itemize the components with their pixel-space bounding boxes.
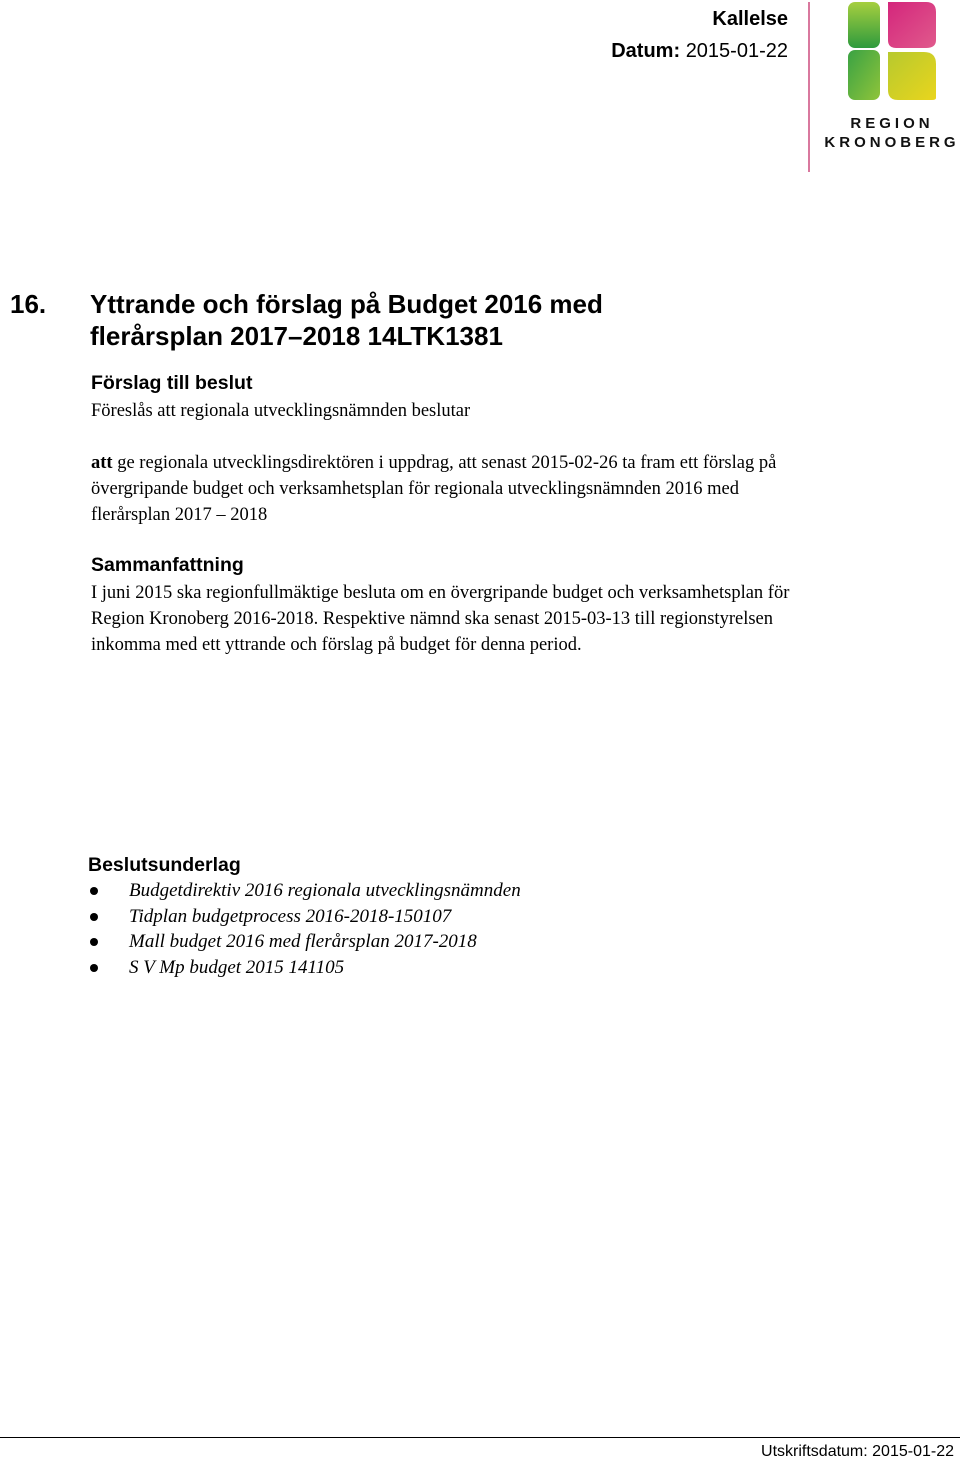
region-kronoberg-logo-icon — [838, 0, 942, 108]
sammanfattning-text: I juni 2015 ska regionfullmäktige besluta om en övergripande budget och verksamhetsplan för Region Kronoberg 2016-2018. Respektive nämnd ska senast 2015-03-13 till regionstyrelsen inkomma med ett yttrande och förslag på budget för denna period. — [91, 583, 790, 655]
footer-divider — [0, 1437, 960, 1438]
date-value: 2015-01-22 — [685, 40, 788, 62]
bullet-icon — [90, 887, 98, 895]
logo-wordmark — [824, 114, 960, 152]
list-item — [90, 929, 521, 955]
forslag-heading: Förslag till beslut — [91, 372, 253, 394]
list-item — [90, 955, 521, 981]
list-item-text: Tidplan budgetprocess 2016-2018-150107 — [129, 905, 452, 927]
date-label: Datum: — [611, 40, 681, 62]
bullet-icon — [90, 964, 98, 972]
item-title-line2: flerårsplan 2017–2018 14LTK1381 — [90, 321, 503, 351]
document-date — [611, 40, 788, 63]
bullet-icon — [90, 938, 98, 946]
document-type-title: Kallelse — [712, 8, 788, 30]
beslutsunderlag-list — [90, 878, 521, 980]
bullet-icon — [90, 913, 98, 921]
list-item-text: S V Mp budget 2015 141105 — [129, 956, 345, 978]
list-item — [90, 904, 521, 930]
sammanfattning-heading: Sammanfattning — [91, 554, 244, 576]
item-number: 16. — [10, 289, 47, 319]
att-keyword: att — [91, 453, 113, 473]
forslag-att-paragraph — [91, 450, 791, 528]
list-item-text: Budgetdirektiv 2016 regionala utvecklingsnämnden — [129, 880, 521, 901]
print-date: Utskriftsdatum: 2015-01-22 — [761, 1443, 954, 1460]
att-text: ge regionala utvecklingsdirektören i uppdrag, att senast 2015-02-26 ta fram ett förslag på övergripande budget och verksamhetsplan för regionala utvecklingsnämnden 2016 med flerårsplan 2017 – 2018 — [91, 453, 777, 525]
logo-line-region: REGION — [850, 115, 934, 132]
forslag-intro: Föreslås att regionala utvecklingsnämnden beslutar — [91, 401, 471, 421]
item-heading — [10, 288, 730, 352]
item-title-line1: Yttrande och förslag på Budget 2016 med — [90, 289, 603, 319]
list-item — [90, 878, 521, 904]
logo-line-kronoberg: KRONOBERG — [824, 134, 960, 151]
beslutsunderlag-heading: Beslutsunderlag — [88, 854, 241, 876]
list-item-text: Mall budget 2016 med flerårsplan 2017-2018 — [129, 931, 477, 952]
header-divider — [808, 2, 810, 172]
